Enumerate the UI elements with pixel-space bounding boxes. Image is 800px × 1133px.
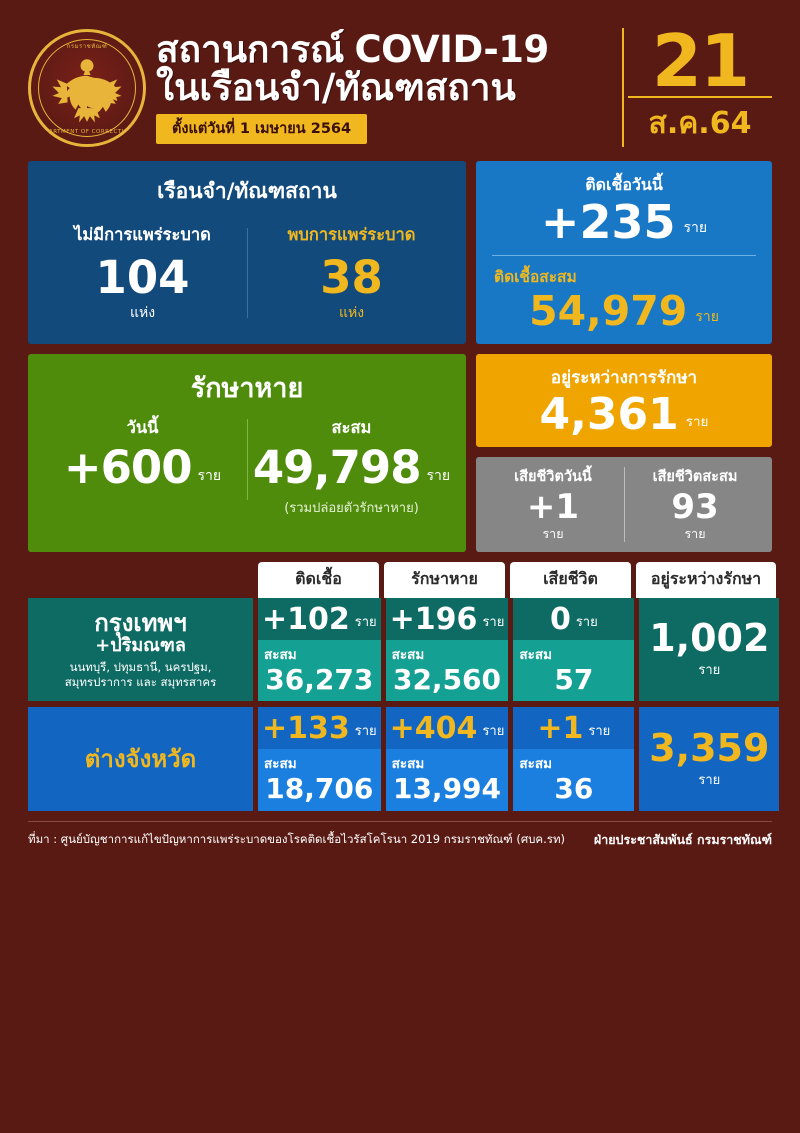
summary-row-1 bbox=[28, 161, 772, 343]
column-header-deaths: เสียชีวิต bbox=[510, 562, 631, 598]
cumulative-label: สะสม bbox=[519, 755, 552, 772]
cell-bangkok-infected bbox=[258, 598, 381, 701]
recovered-today-value: +600 bbox=[63, 440, 192, 494]
unit-label: ราย bbox=[482, 614, 505, 630]
infected-today-label: ติดเชื้อวันนี้ bbox=[585, 175, 663, 195]
cell-provinces-deaths bbox=[513, 707, 634, 810]
no-outbreak-block bbox=[38, 222, 247, 324]
cumulative-label: สะสม bbox=[391, 755, 425, 772]
infected-cumulative-value: 54,979 bbox=[529, 286, 688, 335]
value-today: +404 bbox=[389, 711, 478, 747]
cumulative-label: สะสม bbox=[519, 646, 552, 663]
deaths-today-block bbox=[482, 465, 624, 544]
value-today: 0 bbox=[549, 602, 571, 638]
infected-today-unit: ราย bbox=[683, 219, 708, 236]
no-outbreak-label: ไม่มีการแพร่ระบาด bbox=[74, 225, 211, 245]
deaths-cumulative-value: 93 bbox=[671, 487, 719, 528]
infected-today-value: +235 bbox=[540, 195, 676, 250]
unit-label: ราย bbox=[575, 614, 598, 630]
recovered-note: (รวมปล่อยตัวรักษาหาย) bbox=[284, 500, 419, 516]
in-treatment-unit: ราย bbox=[685, 414, 709, 431]
recovered-today-unit: ราย bbox=[197, 467, 222, 484]
column-header-recovered: รักษาหาย bbox=[384, 562, 505, 598]
recovered-cumulative-block bbox=[247, 415, 456, 518]
value-cumulative: 32,560 bbox=[392, 662, 502, 696]
outbreak-unit: แห่ง bbox=[338, 304, 365, 321]
divider bbox=[492, 255, 756, 256]
row-label-bangkok bbox=[28, 598, 253, 701]
cell-bangkok-in-treatment bbox=[639, 598, 779, 701]
no-outbreak-value: 104 bbox=[95, 251, 190, 305]
recovered-today-label: วันนี้ bbox=[126, 417, 159, 437]
value-today: +133 bbox=[262, 711, 350, 747]
prison-card-title: เรือนจำ/ทัณฑสถาน bbox=[157, 179, 337, 204]
treatment-death-column bbox=[476, 354, 772, 552]
infected-cumulative-label: ติดเชื้อสะสม bbox=[494, 267, 577, 286]
deaths-today-unit: ราย bbox=[542, 526, 564, 542]
seal-bottom-text: DEPARTMENT OF CORRECTIONS bbox=[36, 128, 138, 135]
prison-facilities-card bbox=[28, 161, 466, 343]
column-header-infected: ติดเชื้อ bbox=[258, 562, 379, 598]
summary-row-2 bbox=[28, 354, 772, 552]
in-treatment-card bbox=[476, 354, 772, 447]
value-cumulative: 36 bbox=[554, 771, 594, 805]
cell-bangkok-deaths bbox=[513, 598, 634, 701]
garuda-icon bbox=[51, 52, 123, 124]
outbreak-block bbox=[247, 222, 456, 324]
outbreak-value: 38 bbox=[320, 251, 383, 305]
title-block bbox=[146, 27, 616, 145]
in-treatment-value: 4,361 bbox=[539, 388, 679, 440]
footer bbox=[28, 821, 772, 850]
outbreak-label: พบการแพร่ระบาด bbox=[287, 225, 416, 245]
infected-cumulative-unit: ราย bbox=[695, 308, 719, 325]
unit-label: ราย bbox=[354, 614, 377, 630]
region-sub-label: +ปริมณฑล bbox=[95, 635, 186, 657]
title-thai-line1: สถานการณ์ bbox=[156, 27, 345, 71]
value-cumulative: 18,706 bbox=[265, 771, 374, 805]
title-covid: COVID-19 bbox=[354, 27, 549, 71]
deaths-card bbox=[476, 457, 772, 552]
seal-top-text: กรมราชทัณฑ์ bbox=[66, 42, 108, 50]
region-detail-label: นนทบุรี, ปทุมธานี, นครปฐม, สมุทรปราการ และ สมุทรสาคร bbox=[64, 659, 217, 689]
cumulative-label: สะสม bbox=[391, 646, 425, 663]
footer-source: ที่มา : ศูนย์บัญชาการแก้ไขปัญหาการแพร่ระบาดของโรคติดเชื้อไวรัสโคโรนา 2019 กรมราชทัณฑ์ (ศบค.รท) bbox=[28, 831, 566, 846]
deaths-cumulative-block bbox=[624, 465, 766, 544]
unit-label: ราย bbox=[588, 723, 611, 739]
column-header-in-treatment: อยู่ระหว่างรักษา bbox=[636, 562, 776, 598]
infected-card bbox=[476, 161, 772, 343]
in-treatment-label: อยู่ระหว่างการรักษา bbox=[550, 367, 698, 388]
title-thai-line2: ในเรือนจำ/ทัณฑสถาน bbox=[156, 65, 516, 109]
cumulative-label: สะสม bbox=[264, 755, 297, 772]
deaths-today-label: เสียชีวิตวันนี้ bbox=[514, 469, 592, 486]
cell-bangkok-recovered bbox=[386, 598, 509, 701]
row-label-provinces bbox=[28, 707, 253, 810]
unit-label: ราย bbox=[482, 723, 505, 739]
region-main-label: กรุงเทพฯ bbox=[94, 608, 187, 637]
value-cumulative: 13,994 bbox=[392, 771, 502, 805]
deaths-cumulative-label: เสียชีวิตสะสม bbox=[652, 469, 738, 486]
deaths-today-value: +1 bbox=[526, 487, 580, 528]
value-today: +196 bbox=[389, 602, 478, 638]
value-in-treatment: 1,002 bbox=[649, 616, 770, 661]
department-seal bbox=[28, 29, 146, 147]
no-outbreak-unit: แห่ง bbox=[129, 304, 156, 321]
cell-provinces-recovered bbox=[386, 707, 509, 810]
value-today: +1 bbox=[537, 711, 584, 747]
region-main-label: ต่างจังหวัด bbox=[84, 744, 197, 773]
recovered-cumulative-unit: ราย bbox=[426, 467, 451, 484]
deaths-cumulative-unit: ราย bbox=[684, 526, 706, 542]
table-row bbox=[28, 598, 772, 701]
value-today: +102 bbox=[262, 602, 350, 638]
date-range-badge: ตั้งแต่วันที่ 1 เมษายน 2564 bbox=[156, 114, 367, 144]
recovered-cumulative-label: สะสม bbox=[331, 417, 372, 437]
cell-provinces-infected bbox=[258, 707, 381, 810]
recovered-card bbox=[28, 354, 466, 552]
value-cumulative: 57 bbox=[554, 662, 594, 696]
table-row bbox=[28, 707, 772, 810]
unit-label: ราย bbox=[354, 723, 377, 739]
report-date bbox=[622, 19, 772, 147]
regional-breakdown-table bbox=[28, 562, 772, 811]
report-day-number: 21 bbox=[651, 19, 749, 103]
value-cumulative: 36,273 bbox=[265, 662, 374, 696]
header bbox=[28, 0, 772, 161]
cell-provinces-in-treatment bbox=[639, 707, 779, 810]
report-month-year: ส.ค.64 bbox=[628, 96, 772, 147]
recovered-today-block bbox=[38, 415, 247, 518]
recovered-card-title: รักษาหาย bbox=[190, 372, 304, 404]
table-column-headers bbox=[28, 562, 772, 598]
value-in-treatment: 3,359 bbox=[649, 725, 770, 770]
unit-label: ราย bbox=[698, 663, 721, 679]
footer-publisher: ฝ่ายประชาสัมพันธ์ กรมราชทัณฑ์ bbox=[593, 831, 772, 847]
unit-label: ราย bbox=[698, 772, 721, 788]
cumulative-label: สะสม bbox=[264, 646, 297, 663]
recovered-cumulative-value: 49,798 bbox=[252, 440, 421, 494]
